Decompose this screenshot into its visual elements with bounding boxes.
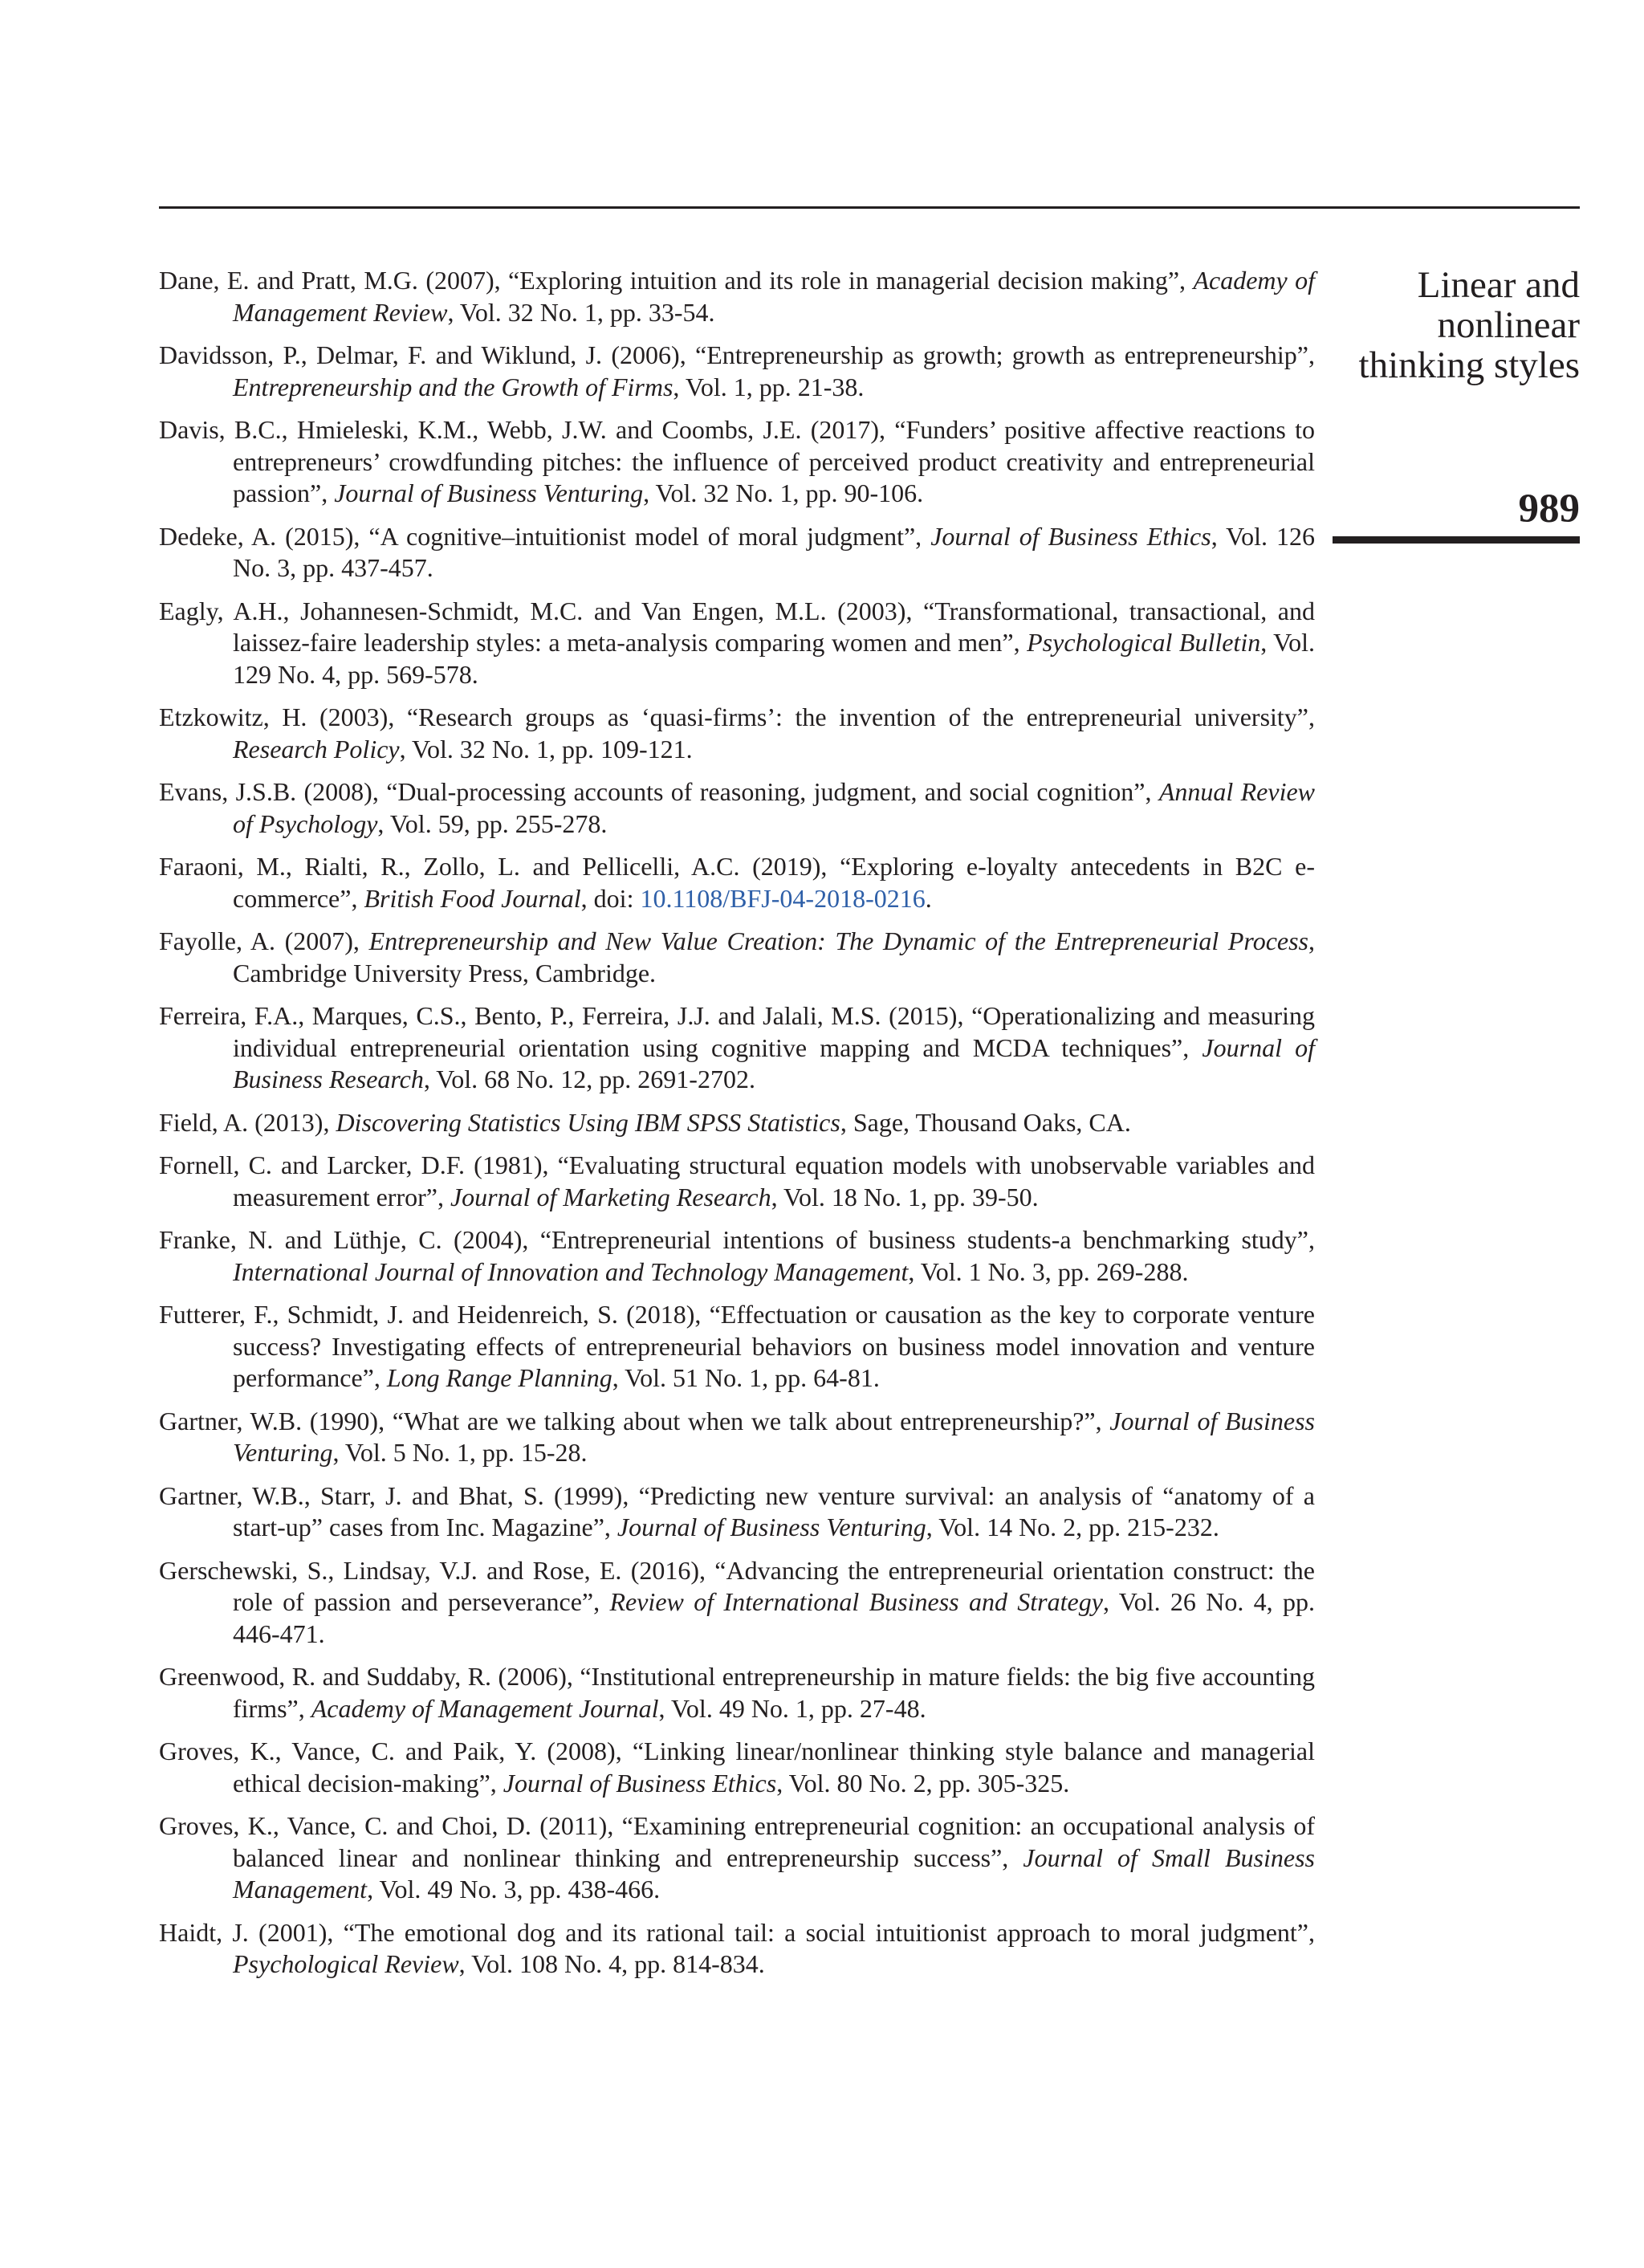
reference-text: Field, A. (2013), <box>159 1107 336 1137</box>
reference-entry <box>159 265 1315 328</box>
header-rule <box>159 206 1580 209</box>
running-head <box>1291 265 1580 385</box>
reference-entry <box>159 851 1315 914</box>
reference-details: , Cambridge University Press, Cambridge. <box>233 926 1316 987</box>
reference-source: Journal of Small Business Management <box>233 1842 1316 1904</box>
reference-details: , Vol. 32 No. 1, pp. 109-121. <box>399 734 693 763</box>
reference-text: Faraoni, M., Rialti, R., Zollo, L. and Pellicelli, A.C. (2019), “Exploring e-loyalty antecedents in B2C e-commerce”, <box>159 852 1315 913</box>
reference-details: , Vol. 126 No. 3, pp. 437-457. <box>233 521 1316 582</box>
reference-details: , Vol. 5 No. 1, pp. 15-28. <box>332 1438 588 1467</box>
reference-source: Long Range Planning <box>386 1363 612 1392</box>
reference-text: Gartner, W.B., Starr, J. and Bhat, S. (1999), “Predicting new venture survival: an analysis of “anatomy of a start-up” cases from Inc. Magazine”, <box>159 1480 1315 1541</box>
reference-source: Journal of Business Ethics <box>503 1768 777 1798</box>
reference-details: , Vol. 51 No. 1, pp. 64-81. <box>612 1363 880 1392</box>
reference-details: , doi: <box>580 883 641 913</box>
reference-text: Fornell, C. and Larcker, D.F. (1981), “Evaluating structural equation models with unobservable variables and measurement error”, <box>159 1150 1315 1211</box>
reference-source: Journal of Marketing Research <box>450 1182 771 1211</box>
running-head-line: nonlinear <box>1437 304 1580 346</box>
reference-entry <box>159 1736 1315 1799</box>
reference-text: Futterer, F., Schmidt, J. and Heidenreich, S. (2018), “Effectuation or causation as the key to corporate venture success? Investigating effects of entrepreneurial behaviors on business model innovation and venture performance”, <box>159 1300 1315 1392</box>
reference-entry <box>159 521 1315 584</box>
reference-details: , Vol. 59, pp. 255-278. <box>377 808 608 838</box>
running-head-line: Linear and <box>1417 264 1580 306</box>
reference-text: Davis, B.C., Hmieleski, K.M., Webb, J.W. and Coombs, J.E. (2017), “Funders’ positive affective reactions to entrepreneurs’ crowdfunding pitches: the influence of perceived product creativity and entrepreneurial passion”, <box>159 415 1315 507</box>
reference-text: Groves, K., Vance, C. and Choi, D. (2011), “Examining entrepreneurial cognition: an occupational analysis of balanced linear and nonlinear thinking and entrepreneurship success”, <box>159 1811 1315 1872</box>
reference-text: Dedeke, A. (2015), “A cognitive–intuitionist model of moral judgment”, <box>159 521 931 551</box>
reference-entry <box>159 926 1315 989</box>
reference-text: Etzkowitz, H. (2003), “Research groups as ‘quasi-firms’: the invention of the entrepreneurial university”, <box>159 702 1315 731</box>
reference-entry <box>159 1917 1315 1981</box>
reference-details: , Vol. 14 No. 2, pp. 215-232. <box>926 1513 1219 1541</box>
reference-source: Entrepreneurship and New Value Creation: The Dynamic of the Entrepreneurial Process <box>368 926 1309 955</box>
reference-details: , Sage, Thousand Oaks, CA. <box>840 1107 1131 1137</box>
reference-details: , Vol. 32 No. 1, pp. 33-54. <box>447 297 715 327</box>
reference-source: Discovering Statistics Using IBM SPSS Statistics <box>336 1107 840 1137</box>
reference-entry <box>159 1555 1315 1651</box>
reference-text: Davidsson, P., Delmar, F. and Wiklund, J. (2006), “Entrepreneurship as growth; growth as entrepreneurship”, <box>159 340 1315 369</box>
reference-details: , Vol. 1 No. 3, pp. 269-288. <box>908 1256 1189 1286</box>
running-head-line: thinking styles <box>1358 344 1580 386</box>
reference-details: , Vol. 49 No. 3, pp. 438-466. <box>367 1875 661 1904</box>
reference-text: Dane, E. and Pratt, M.G. (2007), “Exploring intuition and its role in managerial decision making”, <box>159 266 1194 295</box>
reference-source: Entrepreneurship and the Growth of Firms <box>233 372 673 401</box>
reference-entry <box>159 1810 1315 1906</box>
reference-entry <box>159 1299 1315 1395</box>
reference-entry <box>159 340 1315 403</box>
reference-tail: . <box>925 883 932 913</box>
reference-details: , Vol. 26 No. 4, pp. 446-471. <box>233 1587 1316 1648</box>
reference-entry <box>159 1000 1315 1096</box>
reference-source: Journal of Business Ethics <box>930 521 1211 551</box>
reference-entry <box>159 776 1315 840</box>
reference-details: , Vol. 68 No. 12, pp. 2691-2702. <box>423 1065 755 1093</box>
reference-details: , Vol. 32 No. 1, pp. 90-106. <box>643 478 924 507</box>
reference-source: Academy of Management Journal <box>311 1693 659 1723</box>
reference-source: Psychological Bulletin <box>1027 628 1261 657</box>
reference-entry <box>159 414 1315 510</box>
reference-text: Greenwood, R. and Suddaby, R. (2006), “Institutional entrepreneurship in mature fields: the big five accounting firms”, <box>159 1662 1315 1723</box>
reference-entry <box>159 1107 1315 1139</box>
reference-source: Journal of Business Research <box>233 1032 1316 1093</box>
reference-entry <box>159 702 1315 765</box>
reference-details: , Vol. 49 No. 1, pp. 27-48. <box>658 1693 926 1723</box>
reference-text: Gartner, W.B. (1990), “What are we talking about when we talk about entrepreneurship?”, <box>159 1406 1110 1435</box>
reference-entry <box>159 1150 1315 1213</box>
reference-entry <box>159 1661 1315 1724</box>
reference-entry <box>159 1406 1315 1469</box>
reference-entry <box>159 1224 1315 1288</box>
reference-text: Ferreira, F.A., Marques, C.S., Bento, P., Ferreira, J.J. and Jalali, M.S. (2015), “Operationalizing and measuring individual entrepreneurial orientation using cognitive mapping and MCDA techniques”, <box>159 1001 1315 1062</box>
page-number: 989 <box>1518 487 1580 531</box>
reference-text: Eagly, A.H., Johannesen-Schmidt, M.C. and Van Engen, M.L. (2003), “Transformational, transactional, and laissez-faire leadership styles: a meta-analysis comparing women and men”, <box>159 596 1315 657</box>
reference-source: Academy of Management Review <box>233 266 1316 327</box>
reference-entry <box>159 596 1315 691</box>
reference-text: Fayolle, A. (2007), <box>159 926 369 955</box>
reference-source: Review of International Business and Strategy <box>609 1587 1103 1616</box>
reference-details: , Vol. 18 No. 1, pp. 39-50. <box>771 1182 1039 1211</box>
reference-source: Journal of Business Venturing <box>233 1406 1316 1467</box>
reference-text: Gerschewski, S., Lindsay, V.J. and Rose, E. (2016), “Advancing the entrepreneurial orientation construct: the role of passion and perseverance”, <box>159 1555 1315 1616</box>
reference-source: Journal of Business Venturing <box>616 1513 926 1541</box>
reference-text: Franke, N. and Lüthje, C. (2004), “Entrepreneurial intentions of business students-a benchmarking study”, <box>159 1225 1315 1254</box>
reference-text: Evans, J.S.B. (2008), “Dual-processing accounts of reasoning, judgment, and social cognition”, <box>159 777 1159 806</box>
reference-list <box>159 265 1315 1992</box>
reference-details: , Vol. 129 No. 4, pp. 569-578. <box>233 628 1316 689</box>
reference-details: , Vol. 1, pp. 21-38. <box>673 372 865 401</box>
reference-text: Haidt, J. (2001), “The emotional dog and its rational tail: a social intuitionist approach to moral judgment”, <box>159 1917 1315 1947</box>
reference-source: Journal of Business Venturing <box>334 478 644 507</box>
reference-text: Groves, K., Vance, C. and Paik, Y. (2008), “Linking linear/nonlinear thinking style balance and managerial ethical decision-making”, <box>159 1737 1315 1798</box>
reference-entry <box>159 1480 1315 1544</box>
reference-source: Research Policy <box>233 734 400 763</box>
reference-source: British Food Journal <box>364 883 581 913</box>
reference-details: , Vol. 108 No. 4, pp. 814-834. <box>458 1949 765 1978</box>
reference-source: Annual Review of Psychology <box>233 777 1316 838</box>
page-number-rule <box>1333 536 1580 544</box>
reference-details: , Vol. 80 No. 2, pp. 305-325. <box>776 1768 1070 1798</box>
reference-source: International Journal of Innovation and Technology Management <box>233 1256 909 1286</box>
doi-link[interactable]: 10.1108/BFJ-04-2018-0216 <box>640 883 926 913</box>
reference-source: Psychological Review <box>233 1949 459 1978</box>
